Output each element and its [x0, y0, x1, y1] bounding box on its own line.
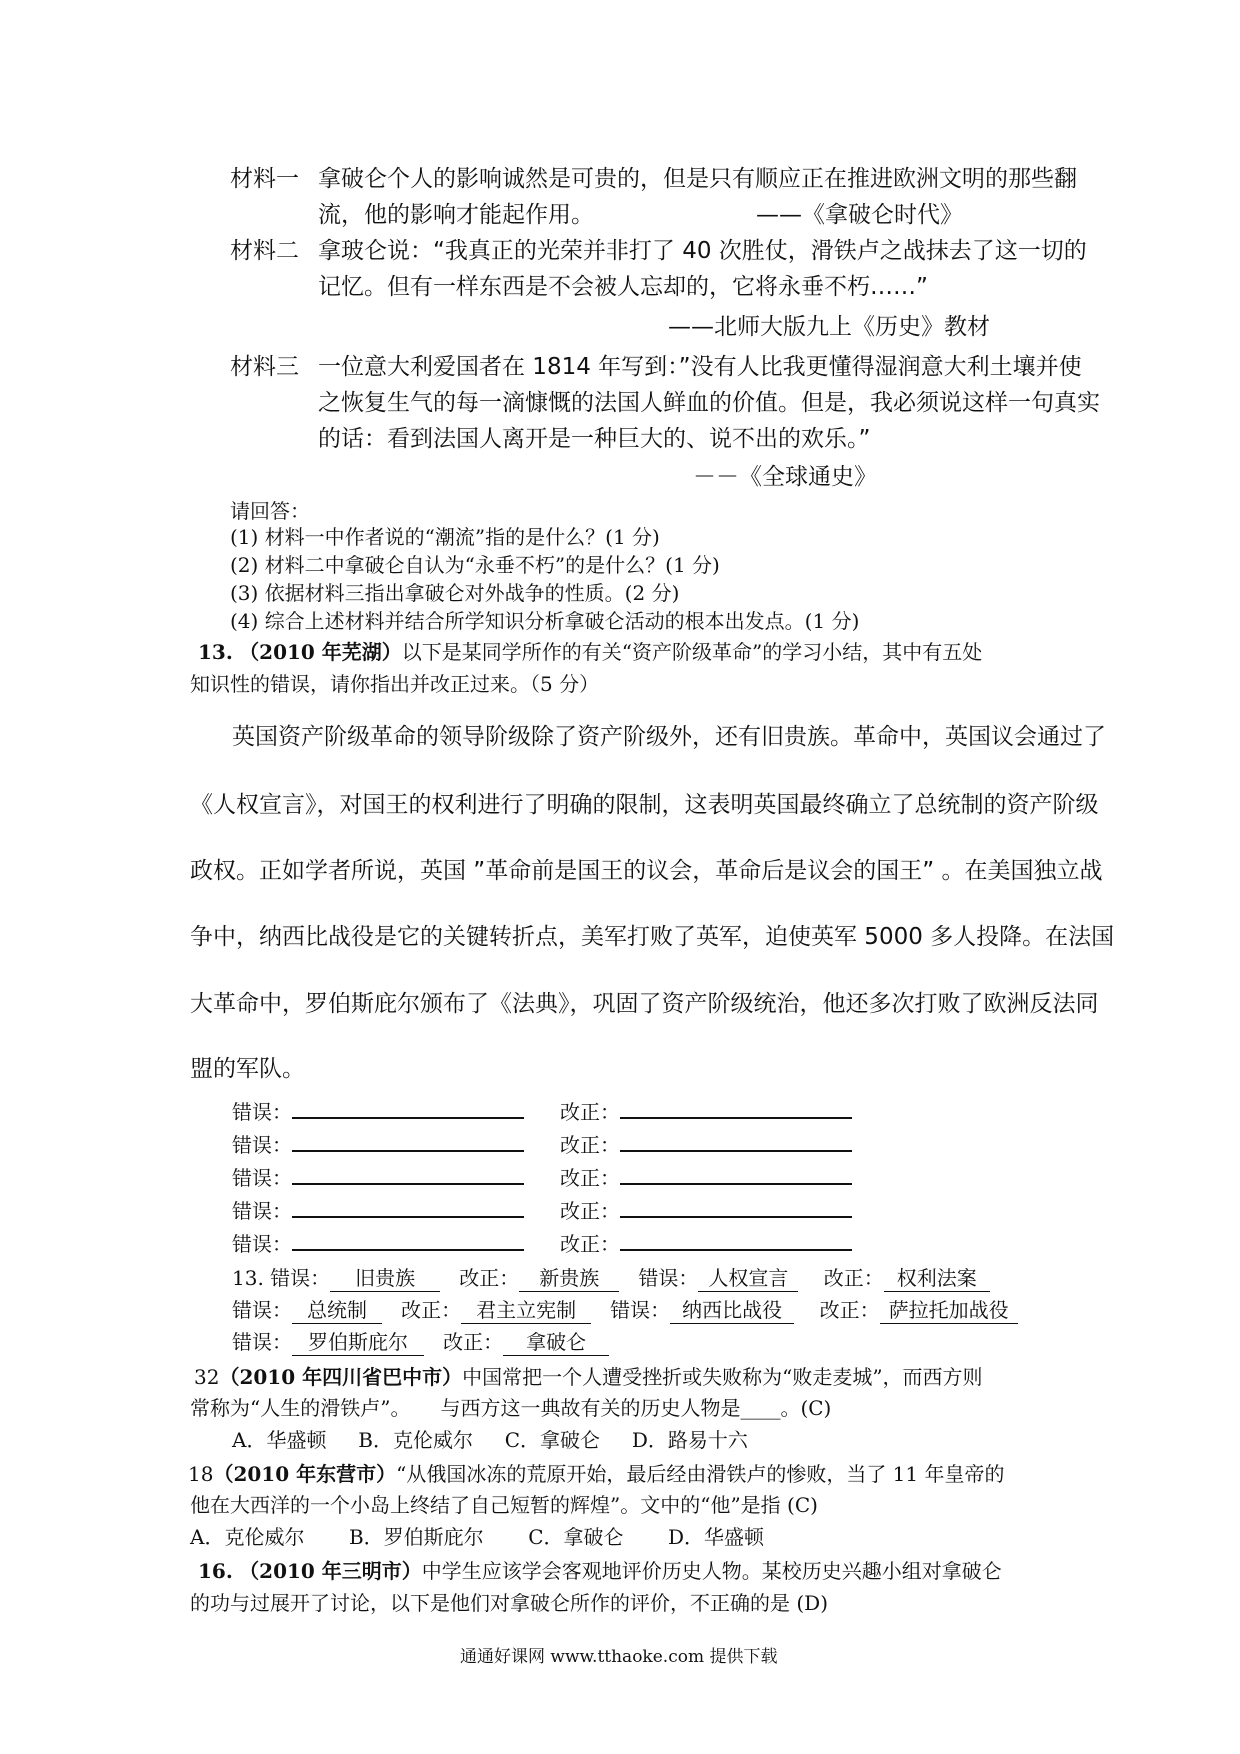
question-text: 以下是某同学所作的有关“资产阶级革命”的学习小结，其中有五处: [401, 640, 983, 664]
error-blank[interactable]: [292, 1229, 524, 1251]
fix-blank[interactable]: [620, 1229, 852, 1251]
question-13-line2: 知识性的错误，请你指出并改正过来。（5 分）: [190, 672, 600, 696]
answer-fix: 拿破仑: [503, 1326, 609, 1356]
question-source: （2010 年芜湖）: [239, 640, 402, 664]
blank-row: [560, 1129, 852, 1158]
blank-row: [232, 1129, 524, 1158]
page-footer: 通通好课网 www.tthaoke.com 提供下载: [460, 1647, 778, 1667]
passage-line: 争中，纳西比战役是它的关键转折点，美军打败了英军，迫使英军 5000 多人投降。在法国: [190, 924, 1115, 950]
material-text: 拿破仑个人的影响诚然是可贵的，但是只有顺应正在推进欧洲文明的那些翻: [318, 166, 1077, 192]
question-13-line1: [198, 636, 982, 665]
sub-question: (4) 综合上述材料并结合所学知识分析拿破仑活动的根本出发点。(1 分): [230, 609, 860, 633]
error-blank[interactable]: [292, 1097, 524, 1119]
answer-number: 13.: [232, 1266, 264, 1290]
material-label: 材料三: [230, 354, 299, 380]
fix-blank[interactable]: [620, 1163, 852, 1185]
question-18-options: [190, 1521, 764, 1550]
material-text: 流，他的影响才能起作用。: [318, 202, 594, 228]
material-text: 的话：看到法国人离开是一种巨大的、说不出的欢乐。”: [318, 426, 871, 452]
fix-label: 改正：: [560, 1166, 620, 1190]
question-number: 32: [194, 1365, 220, 1389]
error-label: 错误：: [232, 1298, 292, 1322]
error-label: 错误：: [232, 1232, 292, 1256]
passage-line: 英国资产阶级革命的领导阶级除了资产阶级外，还有旧贵族。革命中，英国议会通过了: [232, 724, 1106, 750]
answer-fix: 萨拉托加战役: [880, 1294, 1018, 1324]
question-number: 16.: [198, 1559, 233, 1583]
fix-label: 改正：: [560, 1133, 620, 1157]
fix-label: 改正：: [459, 1266, 520, 1290]
option: C．拿破仑: [528, 1525, 624, 1549]
blank-row: [560, 1228, 852, 1257]
error-label: 错误：: [232, 1199, 292, 1223]
answer-fix: 君主立宪制: [461, 1294, 591, 1324]
answer-13-row3: [232, 1326, 609, 1356]
blank-row: [232, 1195, 524, 1224]
option: A．克伦威尔: [190, 1525, 305, 1549]
error-label: 错误：: [232, 1100, 292, 1124]
fix-blank[interactable]: [620, 1196, 852, 1218]
error-blank[interactable]: [292, 1196, 524, 1218]
material-text: 记忆。但有一样东西是不会被人忘却的，它将永垂不朽……”: [318, 274, 928, 300]
answer-prompt: 请回答：: [230, 499, 310, 523]
question-32-line1: [194, 1361, 983, 1390]
material-source: －－《全球通史》: [693, 464, 877, 490]
answer-fix: 权利法案: [884, 1262, 990, 1292]
material-source: ——《拿破仑时代》: [756, 202, 963, 228]
answer-fix: 新贵族: [519, 1262, 619, 1292]
fix-label: 改正：: [560, 1199, 620, 1223]
question-source: （2010 年四川省巴中市）: [219, 1365, 463, 1389]
question-number: 18: [188, 1462, 214, 1486]
material-text: 拿玻仑说：“我真正的光荣并非打了 40 次胜仗，滑铁卢之战抹去了这一切的: [318, 238, 1087, 264]
question-32-line2: 常称为“人生的滑铁卢”。 与西方这一典故有关的历史人物是____。(C): [190, 1396, 832, 1420]
blank-row: [232, 1162, 524, 1191]
error-blank[interactable]: [292, 1163, 524, 1185]
error-label: 错误：: [232, 1330, 292, 1354]
question-source: （2010 年三明市）: [239, 1559, 422, 1583]
answer-error: 人权宣言: [698, 1262, 798, 1292]
question-16-line2: 的功与过展开了讨论，以下是他们对拿破仑所作的评价，不正确的是 (D): [190, 1591, 828, 1615]
error-label: 错误：: [232, 1166, 292, 1190]
fix-blank[interactable]: [620, 1097, 852, 1119]
passage-line: 盟的军队。: [190, 1056, 305, 1082]
fix-blank[interactable]: [620, 1130, 852, 1152]
passage-line: 《人权宣言》，对国王的权利进行了明确的限制，这表明英国最终确立了总统制的资产阶级: [190, 792, 1099, 818]
passage-line: 大革命中，罗伯斯庇尔颁布了《法典》，巩固了资产阶级统治，他还多次打败了欧洲反法同: [190, 991, 1099, 1017]
blank-row: [560, 1096, 852, 1125]
question-text: 中学生应该学会客观地评价历史人物。某校历史兴趣小组对拿破仑: [421, 1559, 1002, 1583]
question-text: “从俄国冰冻的荒原开始，最后经由滑铁卢的惨败，当了 11 年皇帝的: [396, 1462, 1005, 1486]
material-label: 材料一: [230, 166, 299, 192]
answer-error: 纳西比战役: [670, 1294, 794, 1324]
fix-label: 改正：: [560, 1232, 620, 1256]
option: D．华盛顿: [668, 1525, 765, 1549]
question-source: （2010 年东营市）: [213, 1462, 397, 1486]
fix-label: 改正：: [819, 1298, 880, 1322]
passage-line: 政权。正如学者所说，英国 ”革命前是国王的议会，革命后是议会的国王” 。在美国独立战: [190, 858, 1103, 884]
option: A．华盛顿: [232, 1428, 327, 1452]
question-text: 中国常把一个人遭受挫折或失败称为“败走麦城”，而西方则: [462, 1365, 983, 1389]
option: B．罗伯斯庇尔: [348, 1525, 484, 1549]
answer-13-row2: [232, 1294, 1018, 1324]
answer-error: 罗伯斯庇尔: [292, 1326, 424, 1356]
option: C．拿破仑: [504, 1428, 601, 1452]
material-text: 之恢复生气的每一滴慷慨的法国人鲜血的价值。但是，我必须说这样一句真实: [318, 390, 1100, 416]
error-label: 错误：: [232, 1133, 292, 1157]
question-18-line1: [188, 1458, 1004, 1487]
blank-row: [232, 1096, 524, 1125]
option: B．克伦威尔: [358, 1428, 473, 1452]
sub-question: (2) 材料二中拿破仑自认为“永垂不朽”的是什么？(1 分): [230, 553, 720, 577]
question-18-line2: 他在大西洋的一个小岛上终结了自己短暂的辉煌”。文中的“他”是指 (C): [190, 1493, 818, 1517]
error-blank[interactable]: [292, 1130, 524, 1152]
fix-label: 改正：: [443, 1330, 504, 1354]
fix-label: 改正：: [560, 1100, 620, 1124]
error-label: 错误：: [610, 1298, 671, 1322]
sub-question: (3) 依据材料三指出拿破仑对外战争的性质。(2 分): [230, 581, 680, 605]
question-number: 13.: [198, 640, 233, 664]
material-source: ——北师大版九上《历史》教材: [668, 314, 990, 340]
error-label: 错误：: [638, 1266, 699, 1290]
blank-row: [560, 1195, 852, 1224]
sub-question: (1) 材料一中作者说的“潮流”指的是什么？(1 分): [230, 525, 660, 549]
fix-label: 改正：: [401, 1298, 462, 1322]
answer-13-row1: [232, 1262, 990, 1292]
question-32-options: [232, 1424, 748, 1453]
answer-error: 旧贵族: [330, 1262, 440, 1292]
material-label: 材料二: [230, 238, 299, 264]
blank-row: [232, 1228, 524, 1257]
error-label: 错误：: [270, 1266, 331, 1290]
answer-error: 总统制: [292, 1294, 382, 1324]
question-16-line1: [198, 1555, 1002, 1584]
option: D．路易十六: [631, 1428, 748, 1452]
material-text: 一位意大利爱国者在 1814 年写到：”没有人比我更懂得湿润意大利土壤并使: [318, 354, 1082, 380]
fix-label: 改正：: [823, 1266, 884, 1290]
blank-row: [560, 1162, 852, 1191]
